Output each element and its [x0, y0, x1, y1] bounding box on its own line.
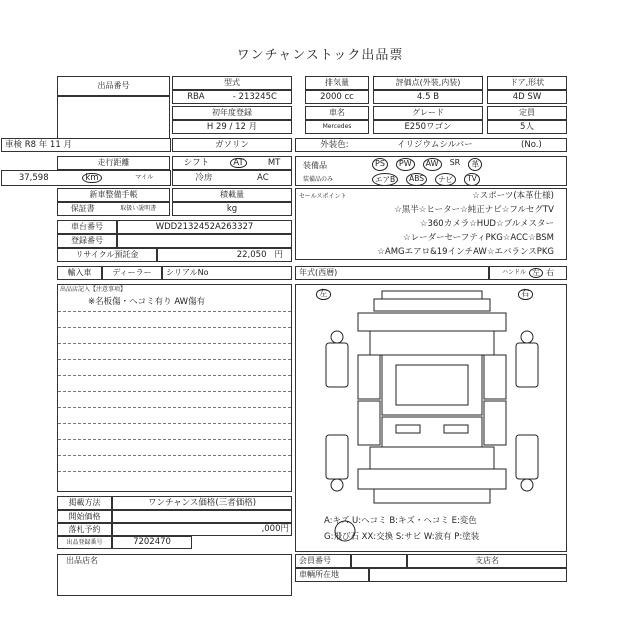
recycle-value: 22,050: [236, 249, 267, 260]
model-code: - 213245C: [232, 91, 277, 102]
handle-left: 左: [529, 268, 543, 278]
equip-tv: TV: [464, 173, 480, 186]
handle-right: 右: [546, 268, 554, 277]
equip-aw: AW: [423, 158, 442, 171]
grade-value: E250ワゴン: [373, 120, 483, 134]
first-reg-label: 初年度登録: [172, 106, 292, 120]
warranty-row: [57, 202, 170, 216]
color-no: (No.): [521, 139, 542, 150]
handle-row: [489, 266, 567, 280]
mileage-alt-unit: マイル: [135, 174, 154, 181]
rating-value: 4.5 B: [373, 90, 483, 104]
shift-at: AT: [230, 158, 246, 169]
location-label: 車輌所在地: [295, 568, 369, 582]
member-value: [351, 554, 407, 568]
aircon-row: [172, 170, 292, 186]
page-title: ワンチャンストック出品票: [236, 48, 404, 63]
sales-point-label: セールスポイント: [299, 193, 347, 200]
serial-label: シリアルNo: [162, 266, 292, 280]
frame-label: 登録番号: [57, 234, 117, 248]
recycle-unit: 円: [274, 249, 283, 260]
fuel-type: ガソリン: [172, 138, 292, 152]
shift-mt: MT: [267, 157, 281, 168]
equip-abs: ABS: [406, 173, 427, 186]
car-name-value: Mercedes: [305, 120, 369, 134]
price-value: ,000円: [112, 523, 292, 536]
notes-label: 出品店記入【注意事項】: [60, 286, 127, 293]
displacement-value: 2000 cc: [305, 90, 369, 104]
price-method-label: 掲載方法: [57, 496, 112, 510]
mileage-label: 走行距離: [57, 156, 170, 170]
handle-label: ハンドル: [501, 269, 526, 276]
shift-label: シフト: [183, 157, 210, 168]
hope-label: 落札予約: [57, 523, 112, 536]
sales-point-5: ☆AMGエアロ&19インチAW☆エバランスPKG: [377, 246, 554, 257]
first-reg-value: H 29 / 12 月: [172, 120, 292, 134]
stock-value: 7202470: [112, 536, 192, 549]
only-installed-label: 装備品のみ: [303, 176, 334, 183]
notes-text: ※名板傷・ヘコミ有り AW傷有: [88, 297, 206, 307]
warranty-note: 取扱い説明書: [120, 205, 157, 212]
sales-point-2: ☆黒半☆ヒーター☆純正ナビ☆フルセグTV: [394, 204, 554, 215]
exterior-color-value: イリジウムシルバー: [397, 139, 473, 150]
shop-name-box: [57, 554, 292, 596]
weight-label: 積載量: [172, 188, 292, 202]
chassis-value: WDD2132452A263327: [117, 220, 292, 234]
new-car-warranty: 新車整備手帳: [57, 188, 170, 202]
inspection-expiry: 車検 R8 年 11 月: [1, 138, 171, 152]
equip-sr: SR: [449, 158, 461, 167]
shift-row: [172, 156, 292, 170]
start-price-label: 開始価格: [57, 510, 112, 523]
displacement-label: 排気量: [305, 76, 369, 90]
model-prefix: RBA: [187, 91, 205, 102]
mileage-row: [1, 170, 171, 186]
grade-label: グレード: [373, 106, 483, 120]
diagram-left-label: 左: [316, 289, 331, 300]
year-label: 年式(西暦): [295, 266, 489, 280]
member-label: 会員番号: [295, 554, 351, 568]
diagram-right-label: 右: [518, 289, 533, 300]
sales-point-1: ☆スポーツ(本革仕様): [472, 190, 554, 201]
capacity-value: 5人: [487, 120, 567, 134]
warranty-label: 保証書: [70, 204, 95, 213]
equip-leather: 革: [468, 158, 482, 171]
recycle-label: リサイクル預託金: [57, 248, 157, 262]
damage-diagram-box: [295, 284, 567, 552]
location-value: [369, 568, 567, 582]
lot-no-value: [57, 96, 170, 140]
car-name-label: 車名: [305, 106, 369, 120]
equip-navi: ナビ: [435, 173, 456, 186]
stock-sheet: [5, 76, 567, 596]
aircon-label: 冷房: [195, 172, 213, 183]
stock-label: 出品登録番号: [57, 536, 112, 549]
equipment-label: 装備品: [303, 161, 327, 170]
capacity-label: 定員: [487, 106, 567, 120]
branch-label: 支店名: [407, 554, 567, 568]
legend-line-1: A:キズ U:ヘコミ B:キズ・ヘコミ E:変色: [324, 516, 477, 526]
model-value: [172, 90, 292, 104]
start-price-value: [112, 510, 292, 523]
door-label: ドア,形状: [487, 76, 567, 90]
shop-name-label: 出品店名: [66, 556, 98, 565]
import-label: 輸入車: [57, 266, 102, 280]
door-value: 4D SW: [487, 90, 567, 104]
car-diagram: [296, 285, 567, 552]
equip-airbag: エアB: [372, 173, 398, 186]
sales-point-4: ☆レーダーセーフティPKG☆ACC☆BSM: [403, 232, 554, 243]
chassis-label: 車台番号: [57, 220, 117, 234]
notes-box: [57, 284, 292, 492]
recycle-row: [157, 248, 292, 262]
equipment-list-2: [372, 173, 480, 186]
frame-value: [117, 234, 292, 248]
dealer-label: ディーラー: [102, 266, 162, 280]
mileage-unit: km: [82, 173, 101, 184]
legend-line-2: G:飛び石 XX:交換 S:サビ W:波有 P:塗装: [324, 532, 480, 542]
weight-unit: kg: [172, 202, 292, 216]
aircon-value: AC: [257, 172, 269, 183]
exterior-color-label: 外装色:: [320, 139, 349, 150]
price-method-value: ワンチャンス価格(三者価格): [112, 496, 292, 510]
sales-point-3: ☆360カメラ☆HUD☆ブルメスター: [419, 218, 554, 229]
rating-label: 評価点(外装,内装): [373, 76, 483, 90]
mileage-value: 37,598: [18, 172, 49, 183]
model-label: 型式: [172, 76, 292, 90]
exterior-color-row: [295, 138, 567, 152]
lot-no-label: 出品番号: [57, 76, 170, 96]
equip-pw: PW: [396, 158, 415, 171]
equipment-list: [372, 158, 482, 171]
equip-ps: PS: [372, 158, 388, 171]
